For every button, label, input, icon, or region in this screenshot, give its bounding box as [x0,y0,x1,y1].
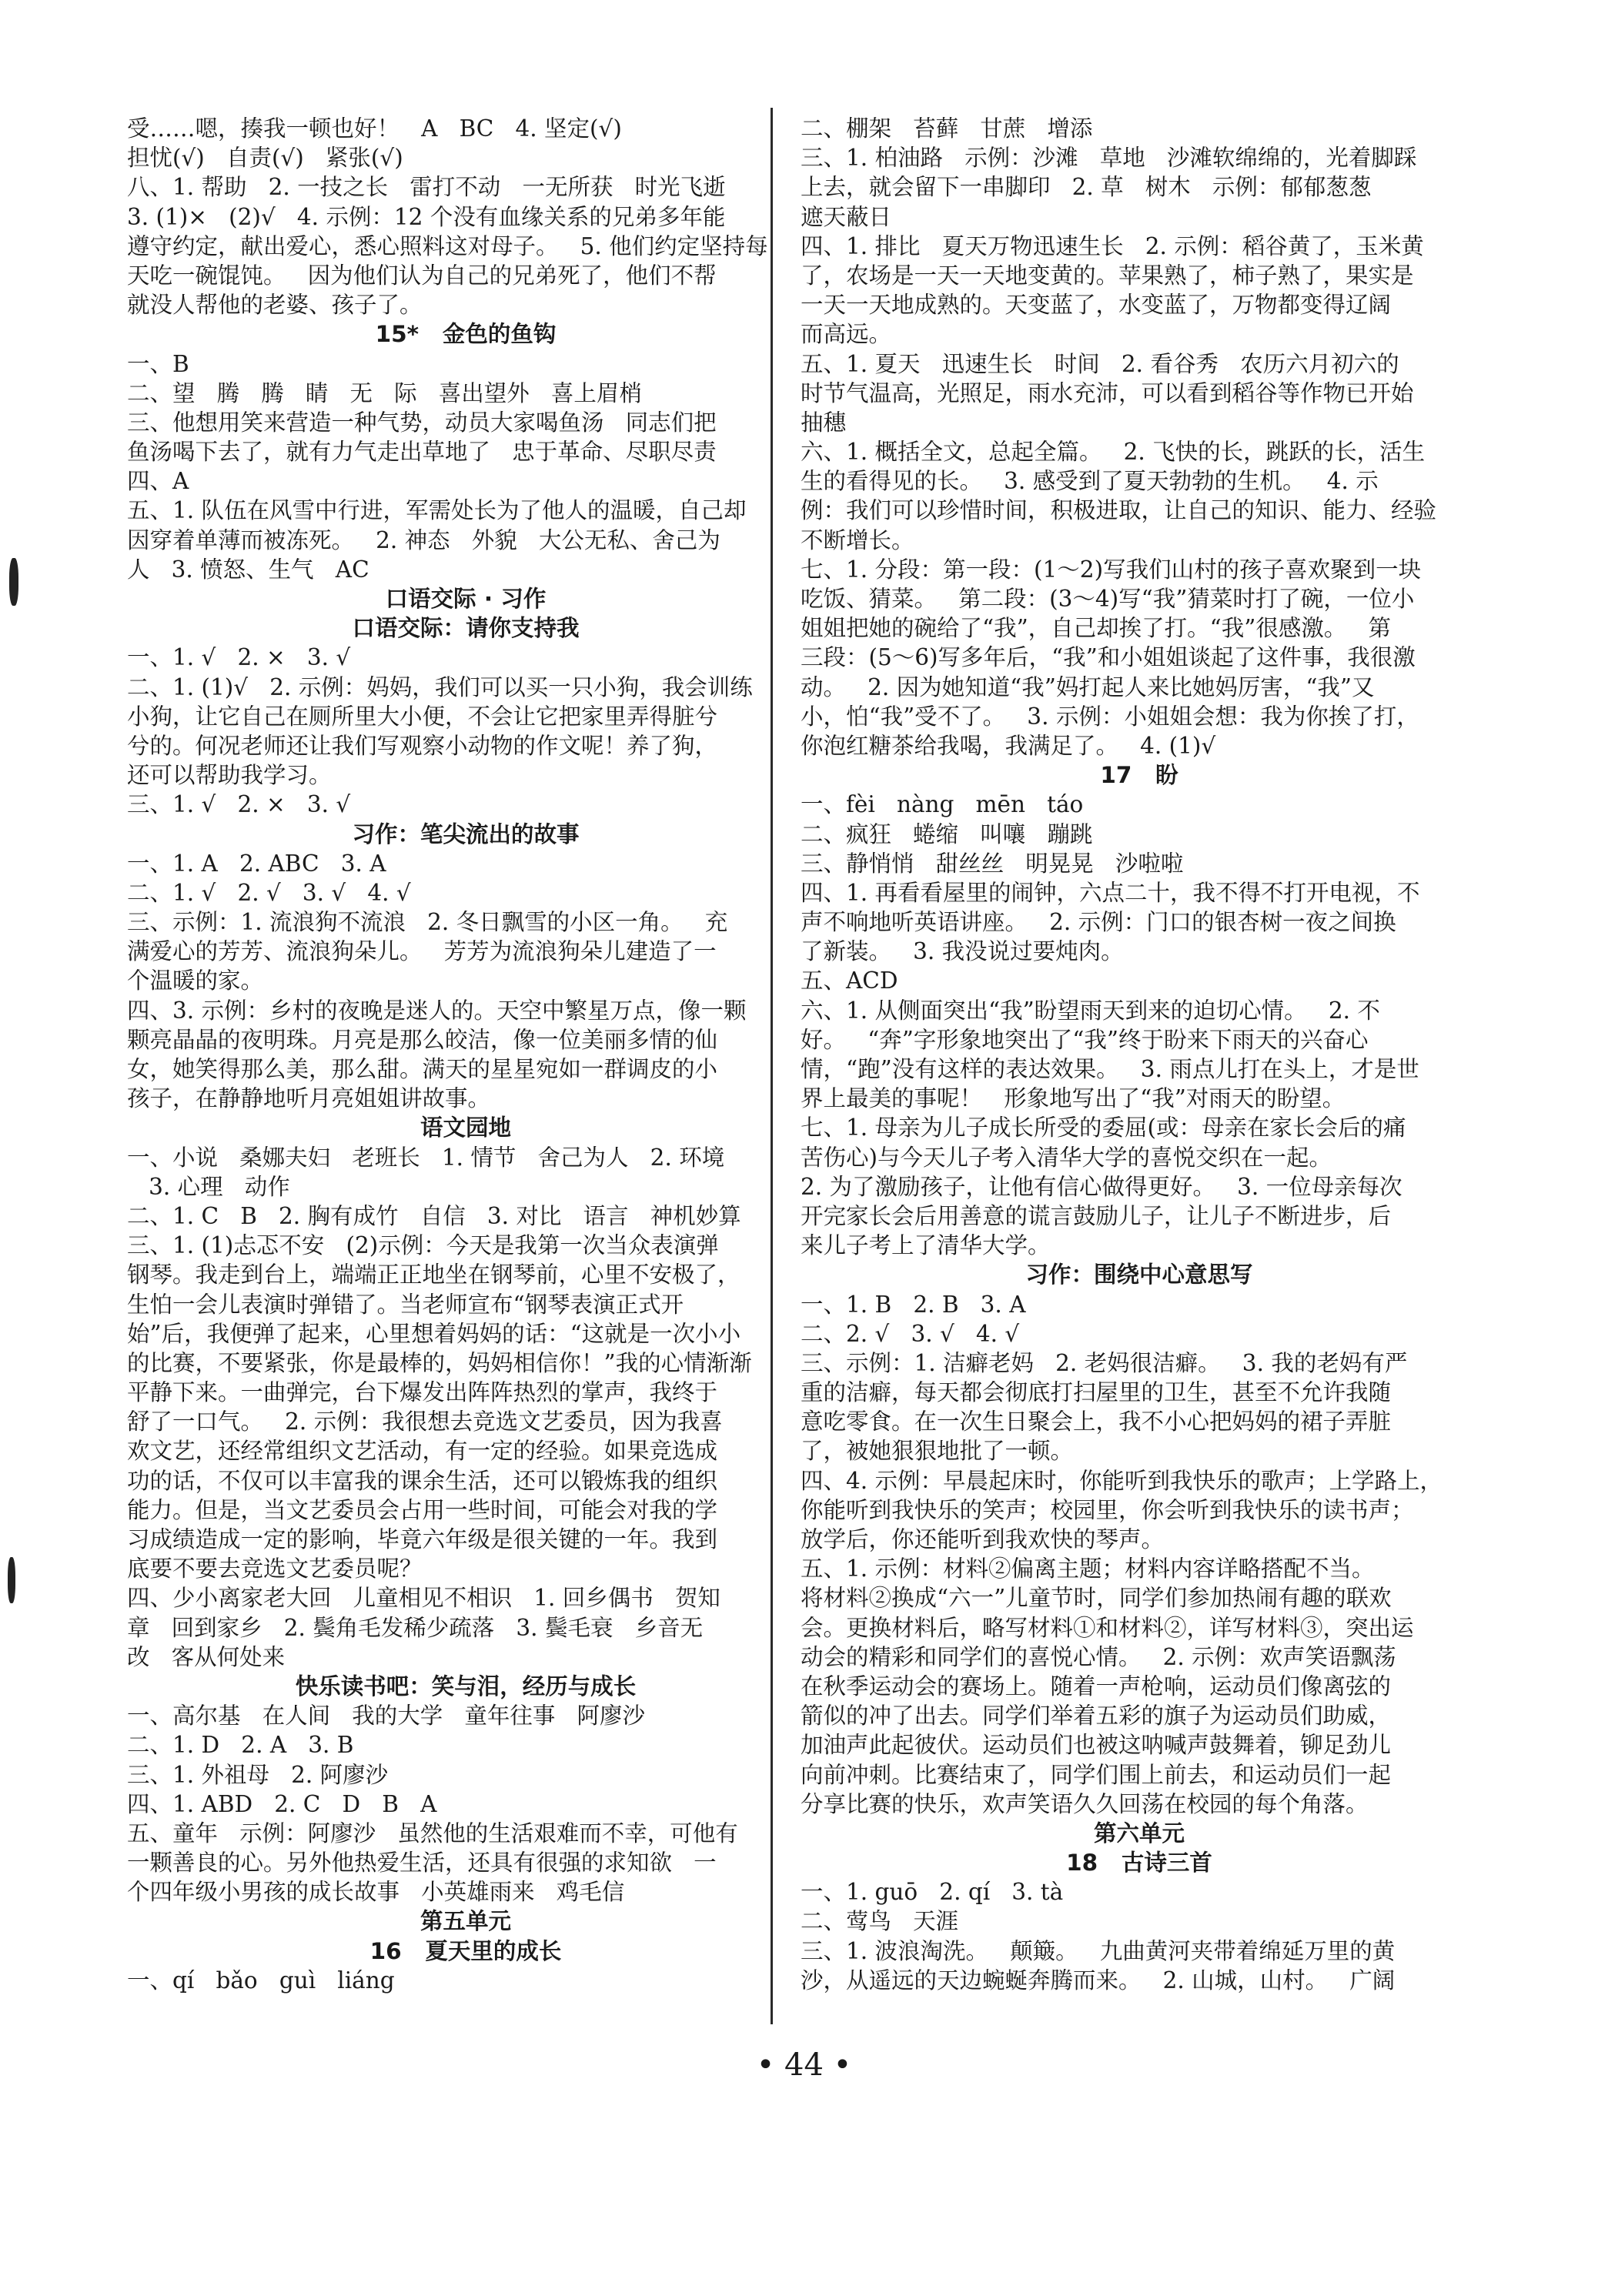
answer-line: 3. 心理 动作 [127,1173,290,1200]
answer-line: 向前冲刺。比赛结束了，同学们围上前去，和运动员们一起 [801,1761,1392,1788]
answer-line: 来儿子考上了清华大学。 [801,1232,1051,1259]
section-heading: 习作：笔尖流出的故事 [352,820,580,847]
answer-line: 姐姐把她的碗给了“我”，自己却挨了打。“我”很感激。 第 [801,615,1391,642]
answer-line: 界上最美的事呢！ 形象地写出了“我”对雨天的盼望。 [801,1085,1346,1112]
answer-line: 吃饭、猜菜。 第二段：(3～4)写“我”猜菜时打了碗，一位小 [801,586,1415,612]
answer-line: 遵守约定，献出爱心，悉心照料这对母子。 5. 他们约定坚持每 [127,232,768,259]
answer-line: 七、1. 分段：第一段：(1～2)写我们山村的孩子喜欢聚到一块 [801,556,1422,583]
answer-line: 三、静悄悄 甜丝丝 明晃晃 沙啦啦 [801,850,1184,877]
section-heading: 习作：围绕中心意思写 [1025,1262,1253,1288]
answer-line: 3. (1)× (2)√ 4. 示例：12 个没有血缘关系的兄弟多年能 [127,203,726,230]
answer-line: 不断增长。 [801,526,914,553]
answer-line: 三、示例：1. 流浪狗不流浪 2. 冬日飘雪的小区一角。 充 [127,909,728,936]
scan-mark [8,1557,15,1603]
answer-line: 生的看得见的长。 3. 感受到了夏天勃勃的生机。 4. 示 [801,468,1379,495]
answer-line: 三、他想用笑来营造一种气势，动员大家喝鱼汤 同志们把 [127,409,717,436]
answer-line: 满爱心的芳芳、流浪狗朵儿。 芳芳为流浪狗朵儿建造了一 [127,938,717,965]
answer-line: 沙，从遥远的天边蜿蜒奔腾而来。 2. 山城，山村。 广阔 [801,1967,1396,1994]
section-heading: 快乐读书吧：笑与泪，经历与成长 [295,1673,637,1699]
answer-line: 情，“跑”没有这样的表达效果。 3. 雨点儿打在头上，才是世 [801,1056,1419,1082]
answer-line: 三段：(5～6)写多年后，“我”和小姐姐谈起了这件事，我很激 [801,644,1416,671]
answer-line: 一、小说 桑娜夫妇 老班长 1. 情节 舍己为人 2. 环境 [127,1144,725,1171]
answer-line: 五、童年 示例：阿廖沙 虽然他的生活艰难而不幸，可他有 [127,1820,738,1846]
answer-line: 2. 为了激励孩子，让他有信心做得更好。 3. 一位母亲每次 [801,1173,1402,1200]
answer-line: 了，被她狠狠地批了一顿。 [801,1438,1074,1465]
answer-line: 六、1. 从侧面突出“我”盼望雨天到来的迫切心情。 2. 不 [801,997,1380,1024]
answer-line: 将材料②换成“六一”儿童节时，同学们参加热闹有趣的联欢 [801,1585,1392,1612]
answer-line: 孩子，在静静地听月亮姐姐讲故事。 [127,1085,491,1112]
answer-line: 还可以帮助我学习。 [127,762,332,789]
answer-line: 一、fèi nàng mēn táo [801,791,1084,818]
page-number: • 44 • [756,2047,852,2083]
answer-line: 三、1. 外祖母 2. 阿廖沙 [127,1761,389,1788]
section-heading: 17 盼 [1100,762,1178,789]
right-column [801,114,1478,1995]
answer-line: 好。 “奔”字形象地突出了“我”终于盼来下雨天的兴奋心 [801,1026,1369,1053]
answer-line: 章 回到家乡 2. 鬓角毛发稀少疏落 3. 鬓毛衰 乡音无 [127,1614,704,1641]
answer-line: 三、1. 波浪淘洗。 颠簸。 九曲黄河夹带着绵延万里的黄 [801,1937,1396,1964]
answer-line: 遮天蔽日 [801,203,892,230]
answer-line: 五、ACD [801,968,898,994]
answer-line: 人 3. 愤怒、生气 AC [127,556,369,583]
answer-line: 担忧(√) 自责(√) 紧张(√) [127,145,403,172]
answer-line: 二、2. √ 3. √ 4. √ [801,1320,1020,1347]
answer-line: 七、1. 母亲为儿子成长所受的委屈(或：母亲在家长会后的痛 [801,1115,1406,1141]
scan-mark [9,558,18,606]
answer-line: 天吃一碗馄饨。 因为他们认为自己的兄弟死了，他们不帮 [127,262,717,289]
answer-line: 改 客从何处来 [127,1643,286,1670]
answer-line: 箭似的冲了出去。同学们举着五彩的旗子为运动员们助威， [801,1703,1392,1730]
answer-line: 个四年级小男孩的成长故事 小英雄雨来 鸡毛信 [127,1879,625,1906]
answer-line: 始”后，我便弹了起来，心里想着妈妈的话：“这就是一次小小 [127,1320,741,1347]
answer-line: 二、1. (1)√ 2. 示例：妈妈，我们可以买一只小狗，我会训练 [127,673,753,700]
section-heading: 15* 金色的鱼钩 [375,321,557,348]
answer-line: 因穿着单薄而被冻死。 2. 神态 外貌 大公无私、舍己为 [127,526,720,553]
answer-line: 一颗善良的心。另外他热爱生活，还具有很强的求知欲 一 [127,1850,717,1877]
answer-line: 一、高尔基 在人间 我的大学 童年往事 阿廖沙 [127,1703,646,1730]
answer-line: 加油声此起彼伏。运动员们也被这呐喊声鼓舞着，铆足劲儿 [801,1732,1392,1759]
answer-line: 二、莺鸟 天涯 [801,1908,959,1935]
answer-line: 六、1. 概括全文，总起全篇。 2. 飞快的长，跳跃的长，活生 [801,439,1426,466]
answer-line: 动会的精彩和同学们的喜悦心情。 2. 示例：欢声笑语飘荡 [801,1643,1396,1670]
answer-line: 三、示例：1. 洁癖老妈 2. 老妈很洁癖。 3. 我的老妈有严 [801,1349,1408,1376]
answer-line: 抽穗 [801,409,847,436]
answer-line: 个温暖的家。 [127,968,264,994]
answer-line: 意吃零食。在一次生日聚会上，我不小心把妈妈的裙子弄脏 [801,1409,1392,1435]
answer-line: 分享比赛的快乐，欢声笑语久久回荡在校园的每个角落。 [801,1790,1369,1817]
answer-line: 在秋季运动会的赛场上。随着一声枪响，运动员们像离弦的 [801,1673,1392,1699]
answer-line: 放学后，你还能听到我欢快的琴声。 [801,1526,1165,1552]
answer-line: 二、1. D 2. A 3. B [127,1732,354,1759]
answer-line: 二、疯狂 蜷缩 叫嚷 蹦跳 [801,820,1093,847]
answer-line: 一、B [127,350,189,377]
section-heading: 第五单元 [420,1908,511,1935]
answer-line: 你能听到我快乐的笑声；校园里，你会听到我快乐的读书声； [801,1496,1414,1523]
answer-line: 舒了一口气。 2. 示例：我很想去竞选文艺委员，因为我喜 [127,1409,723,1435]
answer-line: 上去，就会留下一串脚印 2. 草 树木 示例：郁郁葱葱 [801,174,1372,201]
answer-line: 四、1. ABD 2. C D B A [127,1790,437,1817]
answer-line: 一、1. guō 2. qí 3. tà [801,1879,1064,1906]
answer-line: 生怕一会儿表演时弹错了。当老师宣布“钢琴表演正式开 [127,1291,684,1318]
answer-line: 二、棚架 苔藓 甘蔗 增添 [801,115,1093,142]
answer-line: 你泡红糖茶给我喝，我满足了。 4. (1)√ [801,732,1216,759]
answer-line: 会。更换材料后，略写材料①和材料②，详写材料③，突出运 [801,1614,1414,1641]
answer-line: 就没人帮他的老婆、孩子了。 [127,292,423,319]
answer-line: 声不响地听英语讲座。 2. 示例：门口的银杏树一夜之间换 [801,909,1396,936]
left-column [127,114,804,1995]
answer-line: 四、4. 示例：早晨起床时，你能听到我快乐的歌声；上学路上， [801,1467,1443,1494]
answer-line: 四、A [127,468,189,495]
answer-line: 一、1. √ 2. × 3. √ [127,644,351,671]
answer-line: 重的洁癖，每天都会彻底打扫屋里的卫生，甚至不允许我随 [801,1379,1392,1406]
answer-line: 钢琴。我走到台上，端端正正地坐在钢琴前，心里不安极了， [127,1262,740,1288]
answer-line: 二、1. √ 2. √ 3. √ 4. √ [127,879,411,906]
answer-line: 四、1. 排比 夏天万物迅速生长 2. 示例：稻谷黄了，玉米黄 [801,232,1424,259]
answer-line: 平静下来。一曲弹完，台下爆发出阵阵热烈的掌声，我终于 [127,1379,718,1406]
answer-line: 三、1. (1)忐忑不安 (2)示例：今天是我第一次当众表演弹 [127,1232,719,1259]
section-heading: 第六单元 [1093,1820,1185,1846]
answer-line: 颗亮晶晶的夜明珠。月亮是那么皎洁，像一位美丽多情的仙 [127,1026,718,1053]
answer-line: 兮的。何况老师还让我们写观察小动物的作文呢！养了狗， [127,732,718,759]
section-heading: 口语交际：请你支持我 [352,615,580,642]
answer-line: 例：我们可以珍惜时间，积极进取，让自己的知识、能力、经验 [801,497,1437,524]
answer-line: 欢文艺，还经常组织文艺活动，有一定的经验。如果竞选成 [127,1438,718,1465]
answer-line: 习成绩造成一定的影响，毕竟六年级是很关键的一年。我到 [127,1526,718,1552]
answer-line: 女，她笑得那么美，那么甜。满天的星星宛如一群调皮的小 [127,1056,718,1082]
section-heading: 语文园地 [420,1115,511,1141]
answer-line: 开完家长会后用善意的谎言鼓励儿子，让儿子不断进步，后 [801,1202,1392,1229]
section-heading: 18 古诗三首 [1066,1850,1212,1877]
answer-line: 能力。但是，当文艺委员会占用一些时间，可能会对我的学 [127,1496,718,1523]
answer-line: 小，怕“我”受不了。 3. 示例：小姐姐会想：我为你挨了打， [801,703,1419,730]
answer-line: 一、1. B 2. B 3. A [801,1291,1026,1318]
answer-line: 动。 2. 因为她知道“我”妈打起人来比她妈厉害，“我”又 [801,673,1375,700]
answer-line: 苦伤心)与今天儿子考入清华大学的喜悦交织在一起。 [801,1144,1332,1171]
answer-line: 四、少小离家老大回 儿童相见不相识 1. 回乡偶书 贺知 [127,1585,720,1612]
answer-line: 受……嗯，揍我一顿也好！ A BC 4. 坚定(√) [127,115,622,142]
answer-line: 的比赛，不要紧张，你是最棒的，妈妈相信你！”我的心情渐渐 [127,1349,752,1376]
answer-line: 功的话，不仅可以丰富我的课余生活，还可以锻炼我的组织 [127,1467,718,1494]
answer-line: 五、1. 示例：材料②偏离主题；材料内容详略搭配不当。 [801,1556,1375,1582]
answer-line: 一、1. A 2. ABC 3. A [127,850,386,877]
answer-line: 而高远。 [801,321,892,348]
answer-line: 了新装。 3. 我没说过要炖肉。 [801,938,1124,965]
section-heading: 口语交际 · 习作 [385,586,547,612]
answer-line: 鱼汤喝下去了，就有力气走出草地了 忠于革命、尽职尽责 [127,439,717,466]
answer-line: 四、3. 示例：乡村的夜晚是迷人的。天空中繁星万点，像一颗 [127,997,747,1024]
answer-line: 八、1. 帮助 2. 一技之长 雷打不动 一无所获 时光飞逝 [127,174,726,201]
answer-line: 时节气温高，光照足，雨水充沛，可以看到稻谷等作物已开始 [801,379,1414,406]
answer-line: 四、1. 再看看屋里的闹钟，六点二十，我不得不打开电视，不 [801,879,1420,906]
answer-line: 一、qí bǎo guì liáng [127,1967,395,1994]
section-heading: 16 夏天里的成长 [369,1937,562,1964]
answer-line: 五、1. 夏天 迅速生长 时间 2. 看谷秀 农历六月初六的 [801,350,1399,377]
answer-line: 二、1. C B 2. 胸有成竹 自信 3. 对比 语言 神机妙算 [127,1202,741,1229]
answer-line: 一天一天地成熟的。天变蓝了，水变蓝了，万物都变得辽阔 [801,292,1392,319]
answer-line: 二、望 腾 腾 睛 无 际 喜出望外 喜上眉梢 [127,379,642,406]
answer-line: 三、1. 柏油路 示例：沙滩 草地 沙滩软绵绵的，光着脚踩 [801,145,1417,172]
answer-line: 五、1. 队伍在风雪中行进，军需处长为了他人的温暖，自己却 [127,497,747,524]
answer-line: 三、1. √ 2. × 3. √ [127,791,351,818]
answer-line: 底要不要去竞选文艺委员呢？ [127,1556,423,1582]
answer-line: 小狗，让它自己在厕所里大小便，不会让它把家里弄得脏兮 [127,703,718,730]
answer-line: 了，农场是一天一天地变黄的。苹果熟了，柿子熟了，果实是 [801,262,1414,289]
